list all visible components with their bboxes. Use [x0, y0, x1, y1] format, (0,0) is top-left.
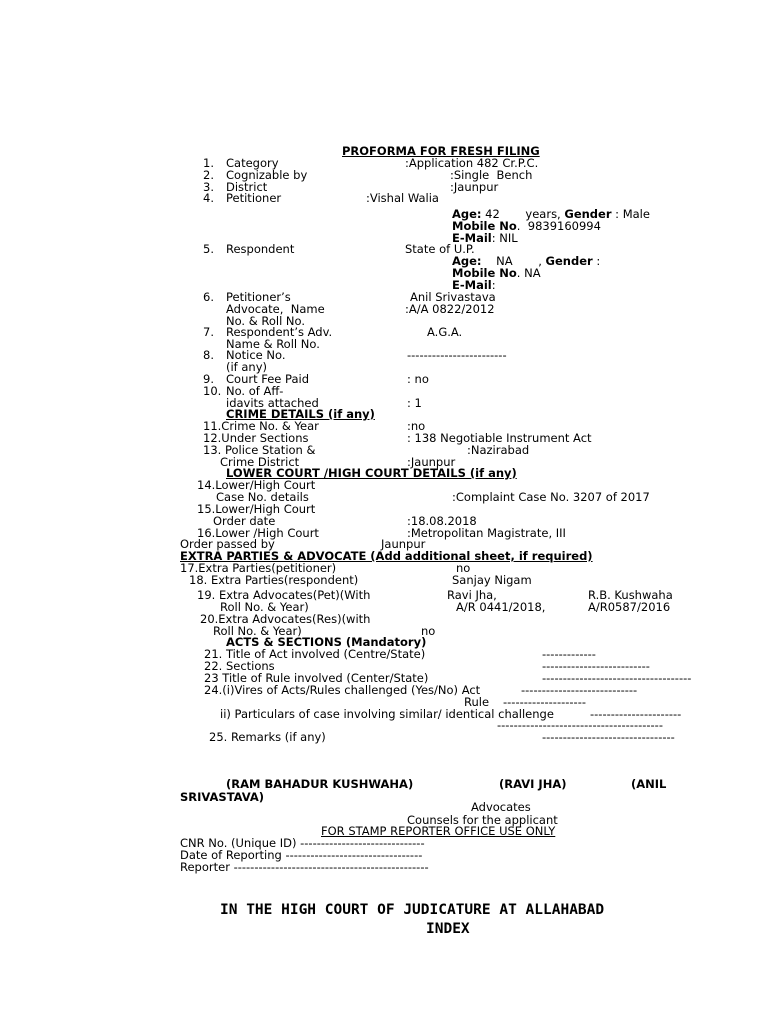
particulars-value: ----------------------	[590, 707, 682, 721]
category-label: Category	[226, 156, 279, 170]
case-label: 14.Lower/High Court	[197, 478, 316, 492]
order-by-label: Order passed by	[180, 537, 275, 551]
extra-adv-res-value: no	[421, 624, 436, 638]
cognizable-value: :Single Bench	[450, 168, 533, 182]
order-date-value: :18.08.2018	[407, 514, 477, 528]
respondent-label: Respondent	[226, 242, 295, 256]
act-title-value: -------------	[542, 647, 596, 661]
pet-adv-name: Anil Srivastava	[410, 290, 496, 304]
signatory-name: (ANIL	[631, 777, 667, 791]
vires-rule-value: --------------------	[503, 695, 586, 709]
adv2-name: R.B. Kushwaha	[588, 588, 673, 602]
item-number: 5.	[203, 242, 214, 256]
sections-label: 12.Under Sections	[203, 431, 309, 445]
court-fee-label: Court Fee Paid	[226, 372, 309, 386]
item-number: 9.	[203, 372, 214, 386]
item-number: 8.	[203, 348, 214, 362]
remarks-label: 25. Remarks (if any)	[209, 730, 326, 744]
counsels-label: Counsels for the applicant	[407, 813, 558, 827]
cnr-line: CNR No. (Unique ID) ------------------------------	[180, 836, 425, 850]
order-by-value: :Metropolitan Magistrate, III	[407, 526, 566, 540]
form-title: PROFORMA FOR FRESH FILING	[342, 144, 540, 158]
res-adv-label: Name & Roll No.	[226, 337, 320, 351]
notice-value: ------------------------	[407, 348, 507, 362]
petitioner-age-gender: Age: 42 years, Gender : Male	[452, 207, 650, 221]
pet-adv-label: Advocate, Name	[226, 302, 325, 316]
order-date-label: Order date	[213, 514, 276, 528]
extra-adv-pet-label: Roll No. & Year)	[220, 600, 309, 614]
petitioner-label: Petitioner	[226, 191, 282, 205]
cognizable-label: Cognizable by	[226, 168, 308, 182]
res-adv-label: Respondent’s Adv.	[226, 325, 333, 339]
item-number: 4.	[203, 191, 214, 205]
district-label: District	[226, 180, 268, 194]
respondent-mobile: Mobile No. NA	[452, 266, 541, 280]
stamp-heading: FOR STAMP REPORTER OFFICE USE ONLY	[321, 824, 556, 838]
order-by-label: 16.Lower /High Court	[197, 526, 319, 540]
act-sections-value: --------------------------	[542, 659, 650, 673]
particulars-continuation: ----------------------------------------	[497, 718, 663, 732]
extra-parties-heading: EXTRA PARTIES & ADVOCATE (Add additional sheet, if required)	[180, 549, 593, 563]
pet-adv-roll: :A/A 0822/2012	[405, 302, 495, 316]
lower-court-heading: LOWER COURT /HIGH COURT DETAILS (if any)	[226, 466, 517, 480]
vires-label: 24.(i)Vires of Acts/Rules challenged (Yes/No) Act	[204, 683, 481, 697]
affidavits-label: idavits attached	[226, 396, 319, 410]
item-number: 6.	[203, 290, 214, 304]
extra-res-label: 18. Extra Parties(respondent)	[189, 573, 359, 587]
extra-adv-res-label: 20.Extra Advocates(Res)(with	[200, 612, 371, 626]
affidavits-value: : 1	[407, 396, 422, 410]
petitioner-value: :Vishal Walia	[366, 191, 439, 205]
adv1-roll: A/R 0441/2018,	[456, 600, 546, 614]
act-sections-label: 22. Sections	[204, 659, 275, 673]
rule-title-value: ------------------------------------	[542, 671, 692, 685]
police-station-value: :Nazirabad	[467, 443, 530, 457]
district-value: :Jaunpur	[450, 180, 499, 194]
vires-rule-label: Rule	[464, 695, 490, 709]
pet-adv-label: No. & Roll No.	[226, 314, 306, 328]
crime-heading: CRIME DETAILS (if any)	[226, 407, 375, 421]
item-number: 2.	[203, 168, 214, 182]
court-heading: IN THE HIGH COURT OF JUDICATURE AT ALLAHABAD	[220, 902, 605, 918]
adv2-roll: A/R0587/2016	[588, 600, 671, 614]
affidavits-label: No. of Aff-	[226, 384, 284, 398]
item-number: 10.	[203, 384, 222, 398]
remarks-value: --------------------------------	[542, 730, 675, 744]
res-adv-value: A.G.A.	[427, 325, 463, 339]
signatory-name: (RAVI JHA)	[499, 777, 567, 791]
particulars-label: ii) Particulars of case involving similar/ identical challenge	[220, 707, 554, 721]
case-label: Case No. details	[216, 490, 309, 504]
case-value: :Complaint Case No. 3207 of 2017	[452, 490, 650, 504]
crime-no-value: :no	[407, 419, 426, 433]
advocates-label: Advocates	[471, 800, 531, 814]
category-value: :Application 482 Cr.P.C.	[405, 156, 539, 170]
extra-adv-res-label: Roll No. & Year)	[213, 624, 302, 638]
police-station-label: 13. Police Station &	[203, 443, 316, 457]
vires-value: ----------------------------	[521, 683, 638, 697]
item-number: 7.	[203, 325, 214, 339]
petitioner-email: E-Mail: NIL	[452, 231, 518, 245]
respondent-email: E-Mail:	[452, 278, 496, 292]
extra-pet-label: 17.Extra Parties(petitioner)	[180, 561, 337, 575]
rule-title-label: 23 Title of Rule involved (Center/State)	[204, 671, 429, 685]
reporting-date-line: Date of Reporting ---------------------------------	[180, 848, 423, 862]
signatory-name-continuation: SRIVASTAVA)	[180, 790, 265, 804]
signatory-name: (RAM BAHADUR KUSHWAHA)	[226, 777, 414, 791]
notice-label: Notice No.	[226, 348, 286, 362]
act-title-label: 21. Title of Act involved (Centre/State)	[204, 647, 426, 661]
acts-heading: ACTS & SECTIONS (Mandatory)	[226, 635, 427, 649]
petitioner-mobile: Mobile No. 9839160994	[452, 219, 601, 233]
extra-adv-pet-label: 19. Extra Advocates(Pet)(With	[197, 588, 371, 602]
crime-district-label: Crime District	[220, 455, 300, 469]
pet-adv-label: Petitioner’s	[226, 290, 291, 304]
order-date-label: 15.Lower/High Court	[197, 502, 316, 516]
item-number: 1.	[203, 156, 214, 170]
order-by-place: Jaunpur	[381, 537, 426, 551]
index-heading: INDEX	[426, 921, 470, 937]
respondent-age-gender: Age: NA , Gender :	[452, 254, 601, 268]
extra-pet-value: no	[456, 561, 471, 575]
reporter-line: Reporter -----------------------------------------------	[180, 860, 429, 874]
crime-district-value: :Jaunpur	[407, 455, 456, 469]
court-fee-value: : no	[407, 372, 429, 386]
respondent-value: State of U.P.	[405, 242, 475, 256]
adv1-name: Ravi Jha,	[447, 588, 497, 602]
item-number: 3.	[203, 180, 214, 194]
notice-label: (if any)	[226, 360, 268, 374]
sections-value: : 138 Negotiable Instrument Act	[407, 431, 592, 445]
crime-no-label: 11.Crime No. & Year	[203, 419, 319, 433]
extra-res-value: Sanjay Nigam	[452, 573, 532, 587]
